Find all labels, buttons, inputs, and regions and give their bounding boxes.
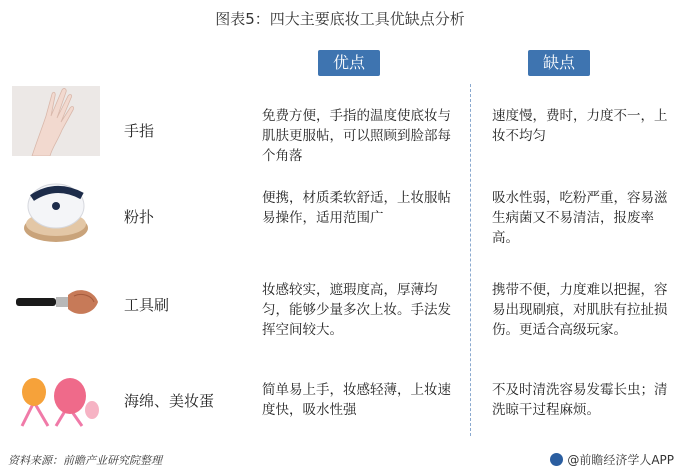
cons-text: 速度慢，费时，力度不一，上妆不均匀 bbox=[492, 108, 668, 144]
brand-logo-icon bbox=[550, 453, 563, 466]
brand-text: @前瞻经济学人APP bbox=[567, 453, 674, 467]
pros-text: 免费方便，手指的温度使底妆与肌肤更服帖，可以照顾到脸部每个角落 bbox=[262, 108, 451, 164]
pros-text: 简单易上手，妆感轻薄，上妆速度快，吸水性强 bbox=[262, 382, 451, 418]
cons-header: 缺点 bbox=[528, 50, 590, 76]
cons-text: 不及时清洗容易发霉长虫；清洗晾干过程麻烦。 bbox=[492, 382, 668, 418]
source-note: 资料来源：前瞻产业研究院整理 bbox=[8, 454, 162, 467]
pros-header: 优点 bbox=[318, 50, 380, 76]
chart-title: 图表5：四大主要底妆工具优缺点分析 bbox=[215, 10, 465, 28]
cons-text: 吸水性弱，吃粉严重，容易滋生病菌又不易清洁，报废率高。 bbox=[492, 190, 668, 246]
brand-watermark bbox=[550, 451, 674, 468]
tool-label: 粉扑 bbox=[124, 208, 155, 226]
pros-text: 妆感较实，遮瑕度高，厚薄均匀，能够少量多次上妆。手法发挥空间较大。 bbox=[262, 282, 451, 338]
makeup-brush-icon bbox=[12, 268, 100, 338]
pros-text: 便携，材质柔软舒适，上妆服帖易操作，适用范围广 bbox=[262, 190, 451, 226]
tool-label: 海绵、美妆蛋 bbox=[124, 392, 215, 410]
tool-label: 手指 bbox=[124, 122, 155, 140]
column-divider bbox=[470, 84, 471, 436]
tool-label: 工具刷 bbox=[124, 296, 170, 314]
hand-icon bbox=[12, 86, 100, 156]
beauty-sponge-icon bbox=[12, 362, 100, 432]
powder-puff-icon bbox=[12, 176, 100, 246]
cons-text: 携带不便，力度难以把握，容易出现刷痕，对肌肤有拉扯损伤。更适合高级玩家。 bbox=[492, 282, 668, 338]
